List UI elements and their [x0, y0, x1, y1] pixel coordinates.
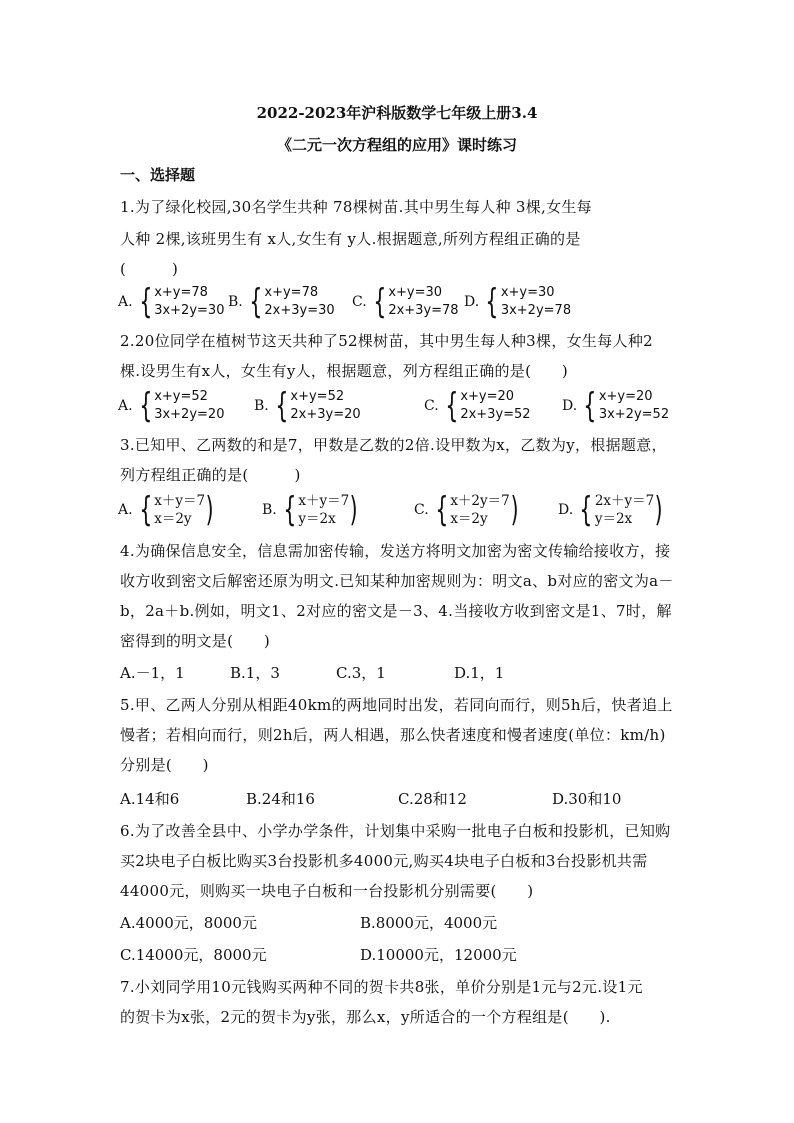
equation: 3x+2y=20 — [154, 407, 225, 422]
equation: 3x+2y=52 — [598, 407, 670, 422]
equation-system — [154, 492, 205, 528]
q2-line-1: 2.20位同学在植树节这天共种了52棵树苗，其中男生每人种3棵，女生每人种2 — [120, 332, 653, 350]
q5-option-b: B.24和16 — [246, 790, 315, 808]
title-line-1: 2022-2023年沪科版数学七年级上册3.4 — [256, 104, 538, 122]
option-label: A. — [118, 398, 133, 414]
equation: x+y=30 — [388, 285, 443, 300]
equation-system — [501, 284, 571, 320]
q4-option-c: C.3，1 — [336, 664, 386, 682]
equation: x+y=30 — [500, 285, 555, 300]
q3-line-2: 列方程组正确的是( ) — [120, 466, 301, 484]
q6-option-a: A.4000元，8000元 — [120, 914, 257, 932]
option-label: D. — [464, 294, 480, 310]
q4-option-a: A.－1，1 — [120, 664, 185, 682]
equation: 2x+3y=78 — [388, 303, 459, 318]
q4-option-d: D.1，1 — [454, 664, 505, 682]
q6-option-b: B.8000元，4000元 — [360, 914, 498, 932]
equation: x+y=20 — [460, 389, 515, 404]
q1-line-3: ( ) — [120, 260, 179, 278]
left-brace: { — [138, 282, 152, 322]
q6-line-1: 6.为了改善全县中、小学办学条件，计划集中采购一批电子白板和投影机，已知购 — [120, 822, 671, 840]
equation: x+y=52 — [154, 389, 208, 404]
q2-option-a — [118, 388, 224, 424]
q1-option-c — [352, 284, 459, 320]
equation: x+y=78 — [264, 285, 319, 300]
equation-system — [460, 388, 530, 424]
q3-option-d — [558, 492, 666, 528]
equation-system — [290, 388, 360, 424]
left-brace: { — [275, 386, 289, 426]
q3-option-a — [118, 492, 216, 528]
q5-line-1: 5.甲、乙两人分别从相距40km的两地同时出发，若同向而行，则5h后，快者追上 — [120, 696, 673, 714]
q4-option-b: B.1，3 — [230, 664, 280, 682]
option-label: D. — [562, 398, 578, 414]
left-brace: { — [373, 282, 386, 322]
q2-option-c — [424, 388, 531, 424]
equation: 2x+3y=30 — [264, 303, 335, 318]
right-brace: ) — [205, 490, 214, 530]
q2-line-2: 棵.设男生有x人，女生有y人，根据题意，列方程组正确的是( ) — [120, 362, 569, 380]
q6-line-3: 44000元，则购买一块电子白板和一台投影机分别需要( ) — [120, 882, 534, 900]
equation: x＋y＝7 — [298, 493, 350, 509]
equation: x＝2y — [154, 511, 192, 527]
q4-line-2: 收方收到密文后解密还原为明文.已知某种加密规则为：明文a、b对应的密文为a－ — [120, 572, 674, 590]
q5-option-a: A.14和6 — [120, 790, 180, 808]
equation-system — [388, 284, 458, 320]
q7-line-2: 的贺卡为x张，2元的贺卡为y张，那么x，y所适合的一个方程组是( ). — [120, 1008, 611, 1026]
q6-option-d: D.10000元，12000元 — [360, 946, 517, 964]
left-brace: { — [445, 386, 458, 426]
equation: y＝2x — [298, 511, 336, 527]
left-brace: { — [249, 282, 263, 322]
equation: x+y=52 — [290, 389, 345, 404]
left-brace: { — [485, 282, 499, 322]
section-heading: 一、选择题 — [120, 166, 196, 184]
q1-option-b — [228, 284, 335, 320]
q5-line-2: 慢者；若相向而行，则2h后，两人相遇，那么快者速度和慢者速度(单位：km/h) — [120, 726, 666, 744]
equation-system — [264, 284, 334, 320]
right-brace: ) — [654, 490, 663, 530]
equation: 2x+3y=52 — [460, 407, 531, 422]
option-label: B. — [254, 398, 269, 414]
left-brace: { — [435, 490, 448, 530]
option-label: C. — [352, 294, 367, 310]
option-label: C. — [414, 502, 429, 518]
equation: 2x+3y=20 — [290, 407, 361, 422]
q2-option-d — [562, 388, 669, 424]
q3-option-c — [414, 492, 521, 528]
equation: x+y=20 — [598, 389, 653, 404]
equation-system — [599, 388, 669, 424]
left-brace: { — [138, 386, 152, 426]
q1-option-d — [464, 284, 571, 320]
left-brace: { — [138, 490, 152, 530]
equation: x＝2y — [450, 511, 488, 527]
option-label: D. — [558, 502, 574, 518]
left-brace: { — [283, 490, 297, 530]
q1-line-2: 人种 2棵,该班男生有 x人,女生有 y人.根据题意,所列方程组正确的是 — [120, 230, 581, 248]
equation: 3x+2y=78 — [500, 303, 572, 318]
equation: x＋y＝7 — [154, 493, 206, 509]
q2-option-b — [254, 388, 361, 424]
q6-line-2: 买2块电子白板比购买3台投影机多4000元,购买4块电子白板和3台投影机共需 — [120, 852, 648, 870]
q3-line-1: 3.已知甲、乙两数的和是7，甲数是乙数的2倍.设甲数为x，乙数为y，根据题意， — [120, 436, 667, 454]
equation-system — [595, 492, 654, 528]
q3-option-b — [262, 492, 361, 528]
equation: x+y=78 — [154, 285, 208, 300]
q7-line-1: 7.小刘同学用10元钱购买两种不同的贺卡共8张，单价分别是1元与2元.设1元 — [120, 978, 643, 996]
equation: 3x+2y=30 — [154, 303, 225, 318]
title-line-2: 《二元一次方程组的应用》课时练习 — [276, 136, 517, 154]
q4-line-3: b，2a＋b.例如，明文1、2对应的密文是－3、4.当接收方收到密文是1、7时，解 — [120, 602, 672, 620]
q5-line-3: 分别是( ) — [120, 756, 209, 774]
equation-system — [154, 284, 224, 320]
q1-line-1: 1.为了绿化校园,30名学生共种 78棵树苗.其中男生每人种 3棵,女生每 — [120, 198, 592, 216]
right-brace: ) — [349, 490, 358, 530]
option-label: B. — [262, 502, 277, 518]
equation-system — [154, 388, 224, 424]
equation: x＋2y＝7 — [450, 493, 510, 509]
q4-line-4: 密得到的明文是( ) — [120, 632, 271, 650]
option-label: A. — [118, 294, 133, 310]
equation: y＝2x — [594, 511, 633, 527]
equation-system — [298, 492, 349, 528]
q5-option-d: D.30和10 — [552, 790, 622, 808]
q5-option-c: C.28和12 — [398, 790, 467, 808]
q1-option-a — [118, 284, 224, 320]
left-brace: { — [579, 490, 593, 530]
left-brace: { — [583, 386, 597, 426]
right-brace: ) — [510, 490, 519, 530]
q6-option-c: C.14000元，8000元 — [120, 946, 267, 964]
equation: 2x＋y＝7 — [594, 493, 655, 509]
option-label: B. — [228, 294, 243, 310]
option-label: C. — [424, 398, 439, 414]
q4-line-1: 4.为确保信息安全，信息需加密传输，发送方将明文加密为密文传输给接收方，接 — [120, 542, 671, 560]
equation-system — [450, 492, 509, 528]
option-label: A. — [118, 502, 133, 518]
